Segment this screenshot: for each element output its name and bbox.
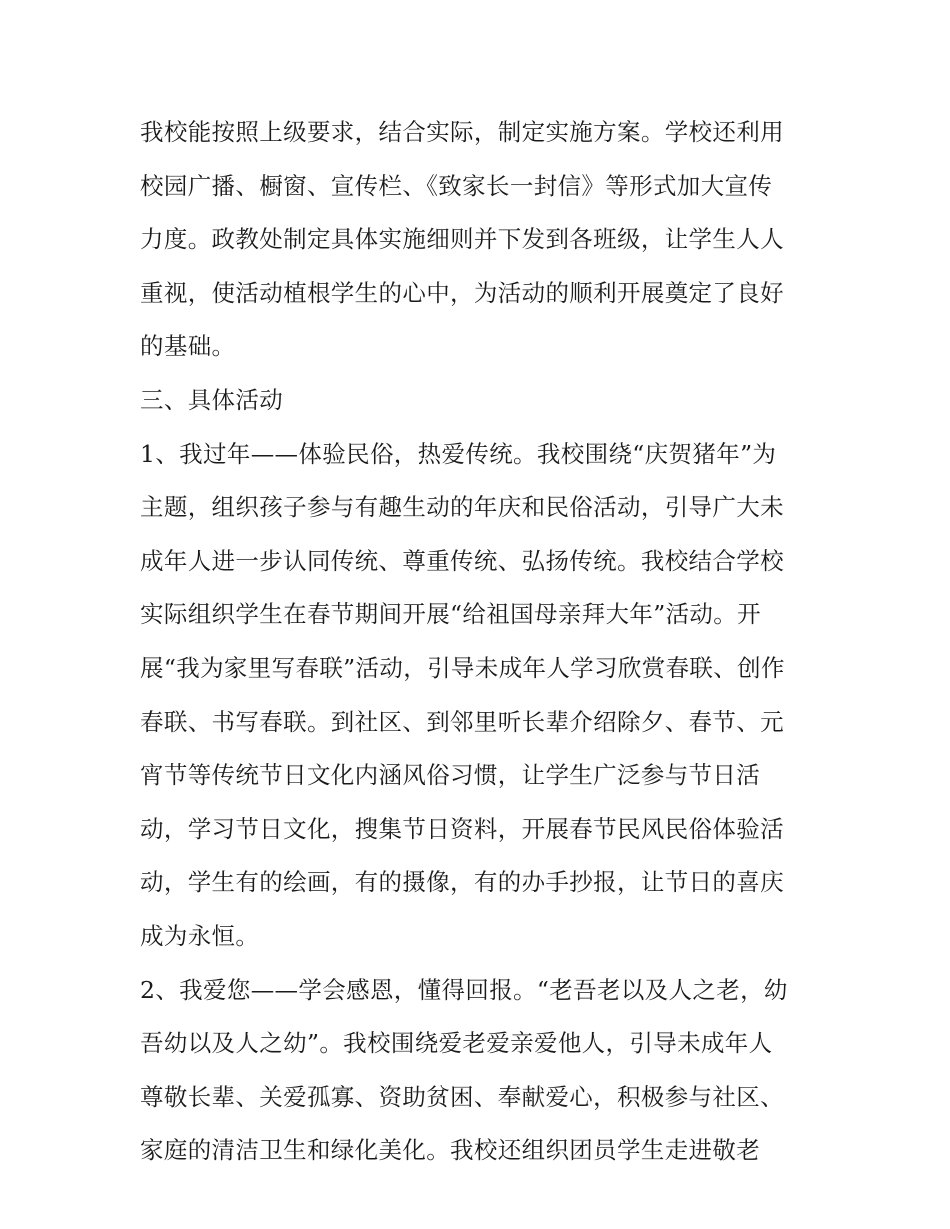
text-line: 动，学习节日文化，搜集节日资料，开展春节民风民俗体验活 [140,814,784,843]
section-heading: 三、具体活动 [140,385,284,414]
text-line: 我校能按照上级要求，结合实际，制定实施方案。学校还利用 [140,118,784,146]
text-line: 成为永恒。 [140,921,260,950]
text-line: 宵节等传统节日文化内涵风俗习惯，让学生广泛参与节日活 [140,761,761,790]
text-line: 的基础。 [140,332,236,361]
text-line: 校园广播、橱窗、宣传栏、《致家长一封信》等形式加大宣传 [140,171,773,200]
text-line: 1、我过年——体验民俗，热爱传统。我校围绕“庆贺猪年”为 [140,439,777,468]
text-line: 尊敬长辈、关爱孤寡、资助贫困、奉献爱心，积极参与社区、 [140,1082,784,1111]
text-line: 2、我爱您——学会感恩，懂得回报。“老吾老以及人之老，幼 [140,975,788,1004]
text-line: 成年人进一步认同传统、尊重传统、弘扬传统。我校结合学校 [140,546,784,575]
text-line: 展“我为家里写春联”活动，引导未成年人学习欣赏春联、创作 [140,653,785,682]
text-line: 实际组织学生在春节期间开展“给祖国母亲拜大年”活动。开 [140,600,761,629]
text-line: 力度。政教处制定具体实施细则并下发到各班级，让学生人人 [140,225,784,254]
text-line: 重视，使活动植根学生的心中，为活动的顺利开展奠定了良好 [140,278,784,307]
text-line: 家庭的清洁卫生和绿化美化。我校还组织团员学生走进敬老 [140,1136,761,1165]
text-line: 春联、书写春联。到社区、到邻里听长辈介绍除夕、春节、元 [140,707,784,736]
text-line: 主题，组织孩子参与有趣生动的年庆和民俗活动，引导广大未 [140,493,784,522]
text-line: 动，学生有的绘画，有的摄像，有的办手抄报，让节日的喜庆 [140,868,784,897]
text-line: 吾幼以及人之幼”。我校围绕爱老爱亲爱他人，引导未成年人 [140,1029,773,1058]
document-body [140,106,820,1178]
